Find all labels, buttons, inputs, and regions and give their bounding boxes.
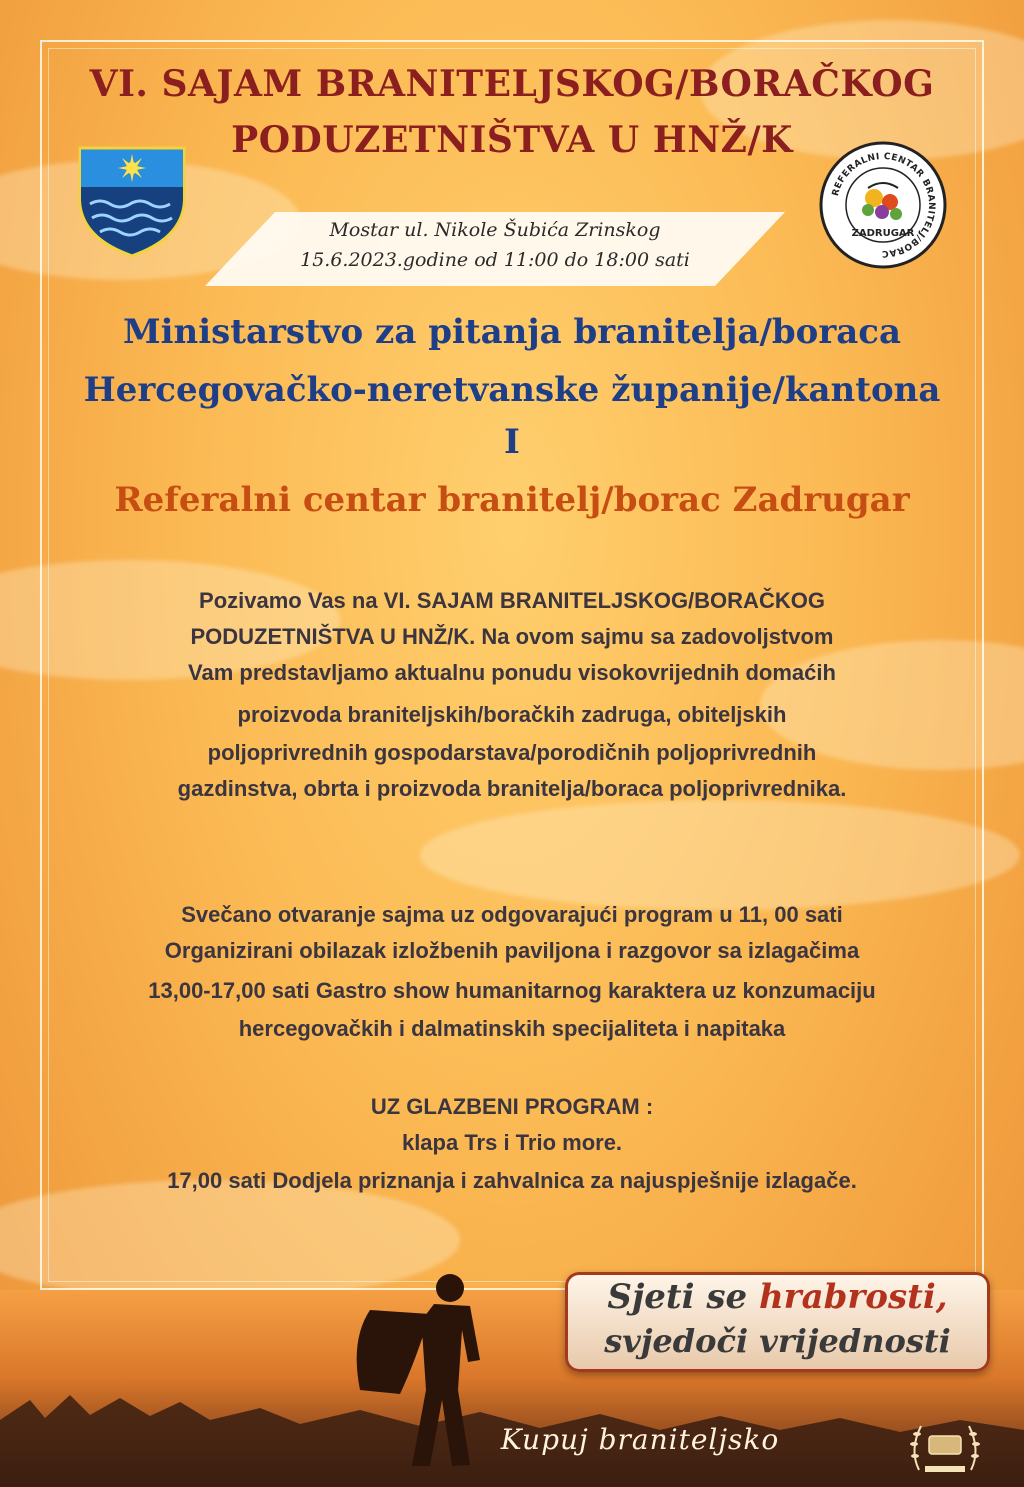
music-line: klapa Trs i Trio more. [401,1130,623,1155]
awards-line: 17,00 sati Dodjela priznanja i zahvalnica za najuspješnije izlagače. [167,1168,857,1193]
program-line: Organizirani obilazak izložbenih paviljona i razgovor sa izlagačima [164,938,860,963]
title-line-2: PODUZETNIŠTVA U HNŽ/K [231,119,793,161]
invitation-line: Pozivamo Vas na VI. SAJAM BRANITELJSKOG/BORAČKOG [199,588,825,613]
invitation-line: proizvoda braniteljskih/boračkih zadruga, obiteljskih [237,702,787,727]
organizer-ministry: Ministarstvo za pitanja branitelja/boraca [122,312,902,352]
organizer-county: Hercegovačko-neretvanske županije/kantona [83,370,941,410]
slogan-line-1 [565,1272,990,1322]
venue-datetime: 15.6.2023.godine od 11:00 do 18:00 sati [300,249,690,271]
organizer-conjunction: I [504,422,520,462]
zadrugar-stamp-icon [818,140,948,270]
slogan-part: Sjeti se [607,1277,759,1317]
slogan-line-2: svjedoči vrijednosti [604,1322,951,1360]
stamp-ring-text: REFERALNI CENTAR BRANITELJ/BORAC [830,151,937,259]
invitation-line: Vam predstavljamo aktualnu ponudu visokovrijednih domaćih [188,660,836,685]
invitation-line: poljoprivrednih gospodarstava/porodičnih poljoprivrednih [207,740,817,765]
invitation-line: gazdinstva, obrta i proizvoda branitelja/boraca poljoprivrednika. [177,776,847,801]
organizer-referral-center: Referalni centar branitelj/borac Zadrugar [114,480,910,520]
venue-address: Mostar ul. Nikole Šubića Zrinskog [329,219,661,241]
invitation-line: PODUZETNIŠTVA U HNŽ/K. Na ovom sajmu sa zadovoljstvom [190,624,834,649]
footer-tagline: Kupuj braniteljsko [500,1423,780,1456]
title-line-1: VI. SAJAM BRANITELJSKOG/BORAČKOG [89,63,935,105]
program-line: hercegovačkih i dalmatinskih specijaliteta i napitaka [238,1016,786,1041]
program-line: Svečano otvaranje sajma uz odgovarajući program u 11, 00 sati [181,902,843,927]
music-heading: UZ GLAZBENI PROGRAM : [370,1094,654,1119]
laurel-emblem-icon [905,1410,985,1480]
coat-of-arms-icon [76,146,188,258]
program-line: 13,00-17,00 sati Gastro show humanitarnog karaktera uz konzumaciju [148,978,876,1003]
stamp-label: ZADRUGAR [851,228,915,239]
slogan-accent: hrabrosti, [758,1277,948,1317]
